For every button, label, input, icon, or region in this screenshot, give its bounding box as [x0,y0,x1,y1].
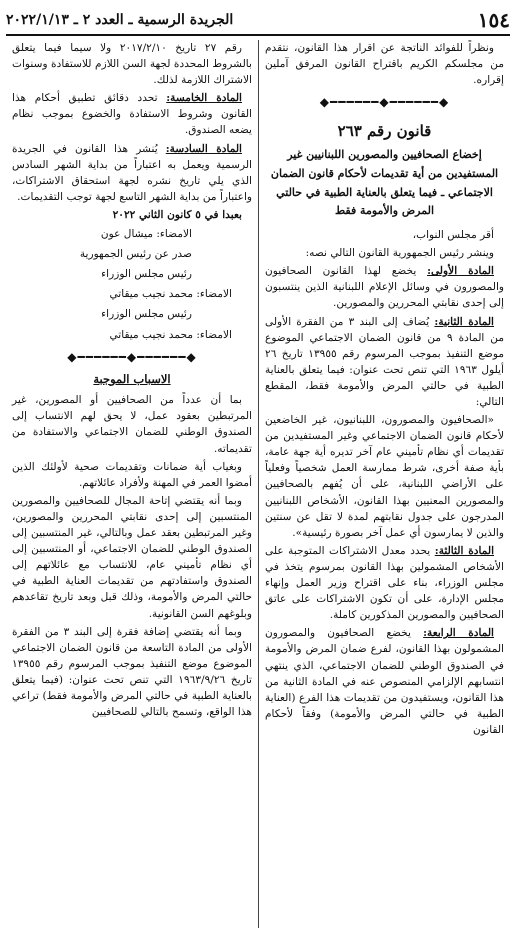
right-column [258,40,510,928]
page-number: ١٥٤ [477,8,510,32]
article-2-text: يُضاف إلى البند ٣ من الفقرة الأولى من المادة ٩ من قانون الضمان الاجتماعي الموضوع موضع التنفيذ بموجب المرسوم رقم ١٣٩٥٥ تاريخ ٢٦ أيلول ١٩٦٣ التي تنص تحت عنوان: فيما يتعلق بالعناية الطبية في حالتي المرض والأمومة فقط، المقطع التالي: [265,315,505,408]
article-4 [265,625,504,738]
article-2 [265,314,504,411]
reason-1: بما أن عدداً من الصحافيين أو المصورين، غير المرتبطين بعقود عمل، لا يحق لهم الانتساب إلى الصندوق الوطني للضمان الاجتماعي والاستفادة من تقديماته. [12,394,252,455]
left-column [6,40,258,928]
article-1-text: يخضع لهذا القانون الصحافيون والمصورون في وسائل الإعلام اللبنانية الذين ينتسبون إلى إحدى نقابتي المحررين والمصورين. [265,265,504,310]
article-1-label: المادة الأولى: [427,265,494,278]
article-6-label: المادة السادسة: [165,142,242,155]
signature-president: الامضاء: ميشال عون [100,228,192,241]
article-5-label: المادة الخامسة: [166,92,242,105]
article-4-text: يخضع الصحافيون والمصورون المشمولون بهذا القانون، لفرع ضمان المرض والأمومة في الصندوق الوطني للضمان الاجتماعي، الذي ينتهي انتسابهم الإلزامي المنصوص عنه في المادة الثانية من هذا القانون، ويستفيدون من تقديمات هذا الفرع (العناية الطبية في حالتي المرض والأمومة) وفقاً لأحكام القانون [265,627,504,736]
article-5 [12,90,252,138]
page-header [6,6,510,36]
promulgated-line: وينشر رئيس الجمهورية القانون التالي نصه: [305,247,494,260]
ornament-divider-2: ◆━━━━━━◆━━━━━━◆ [67,349,197,364]
reasons-heading: الاسباب الموجبة [93,371,171,386]
reason-4: وبما أنه يقتضي إضافة فقرة إلى البند ٣ من الفقرة الأولى من المادة التاسعة من قانون الضمان الاجتماعي الموضوع موضع التنفيذ بموجب المرسوم رقم ١٣٩٥٥ تاريخ ١٩٦٣/٩/٢٦ التي تنص تحت عنوان: (فيما يتعلق بالعناية الطبية في حالتي المرض والأمومة فقط) تراعي هذا الواقع، وتسمح بالتالي للصحافيين [12,625,252,719]
reason-2: وبغياب أية ضمانات وتقديمات صحية لأولئك الذين أمضوا العمر في المهنة ولأفراد عائلاتهم. [12,460,252,489]
enacted-line: أقر مجلس النواب، [412,229,494,242]
continuation-paragraph: رقم ٢٧ تاريخ ٢٠١٧/٢/١٠ ولا سيما فيما يتعلق بالشروط المحددة لجهة السن اللازم للاستفادة وسنوات الاشتراك اللازمة لذلك. [12,42,252,87]
article-2-quote: «الصحافيون والمصورون، اللبنانيون، غير الخاضعين لأحكام قانون الضمان الاجتماعي وغير المستفيدين من تقديمات أي نظام تأميني عام آخر تديره أية جهة عامة، بأية صفة أخرى، شرط ممارسة العمل شخصياً وفعلياً على الأراضي اللبنانية، على أن يُفهم بالصحافيين والمصورين المعنيين بهذا القانون، الأشخاص اللبنانيين المدرجون على جدول نقابتهم لمدة لا تقل عن سنتين والذين لا يمارسون أي عمل آخر بصورة رئيسية». [265,414,504,539]
article-3-label: المادة الثالثة: [434,544,495,557]
gazette-title: الجريدة الرسمية ـ العدد ٢ ـ ٢٠٢٢/١/١٣ [6,12,234,28]
intro-paragraph: ونظراً للفوائد الناتجة عن اقرار هذا القانون، نتقدم من مجلسكم الكريم باقتراح القانون المرفق آملين إقراره. [265,42,504,87]
article-1 [265,263,504,311]
article-3-text: يحدد معدل الاشتراكات المتوجبة على الأشخاص المشمولين بهذا القانون بمرسوم يتخذ في مجلس الوزراء، بناء على اقتراح وزير العمل وإنهاء مجلس الإدارة، على أن تكون الاشتراكات على عاتق الصحافيين والمصورين المذكورين كاملة. [265,544,504,622]
issued-by-line: صدر عن رئيس الجمهورية [79,248,192,261]
law-title: إخضاع الصحافيين والمصورين اللبنانيين غير المستفيدين من أية تقديمات لأحكام قانون الضمان الاجتماعي ـ فيما يتعلق بالعناية الطبية في حالتي المرض والأمومة فقط [270,148,499,218]
article-4-label: المادة الرابعة: [423,627,495,640]
pm-title: رئيس مجلس الوزراء [101,268,192,281]
reason-3: وبما أنه يقتضي إتاحة المجال للصحافيين والمصورين المنتسبين إلى إحدى نقابتي المحررين والمصورين، وغير المرتبطين بعقد عمل وبالتالي، غير المنتسبين إلى الصندوق الوطني للضمان الاجتماعي، أو المنتسبين إلى أي نظام تأميني عام، للانتساب مع عائلاتهم إلى الصندوق واستفادتهم من تقديمات العناية الطبية في حالتي المرض والأمومة، وذلك قبل وبعد تاريخ تقاعدهم وبلوغهم السن القانونية. [12,494,252,620]
signature-pm-2: الامضاء: محمد نجيب ميقاتي [109,328,232,341]
date-line: بعبدا في ٥ كانون الثاني ٢٠٢٢ [112,208,242,221]
signature-pm: الامضاء: محمد نجيب ميقاتي [109,288,232,301]
article-2-label: المادة الثانية: [434,315,494,328]
article-6-text: يُنشر هذا القانون في الجريدة الرسمية ويعمل به اعتباراً من بداية الشهر السادس الذي يلي تاريخ نشره لجهة استحقاق الاشتراكات، واعتباراً من بداية الشهر التاسع لجهة توجب التقديمات. [12,142,252,203]
article-3 [265,543,504,623]
article-5-text: تحدد دقائق تطبيق أحكام هذا القانون وشروط الاستفادة والخضوع بموجب نظام يضعه الصندوق. [12,92,252,137]
law-number: قانون رقم ٢٦٣ [337,121,432,140]
ornament-divider: ◆━━━━━━◆━━━━━━◆ [319,95,450,110]
pm-title-2: رئيس مجلس الوزراء [101,308,192,321]
article-columns [6,40,510,928]
article-6 [12,141,252,205]
